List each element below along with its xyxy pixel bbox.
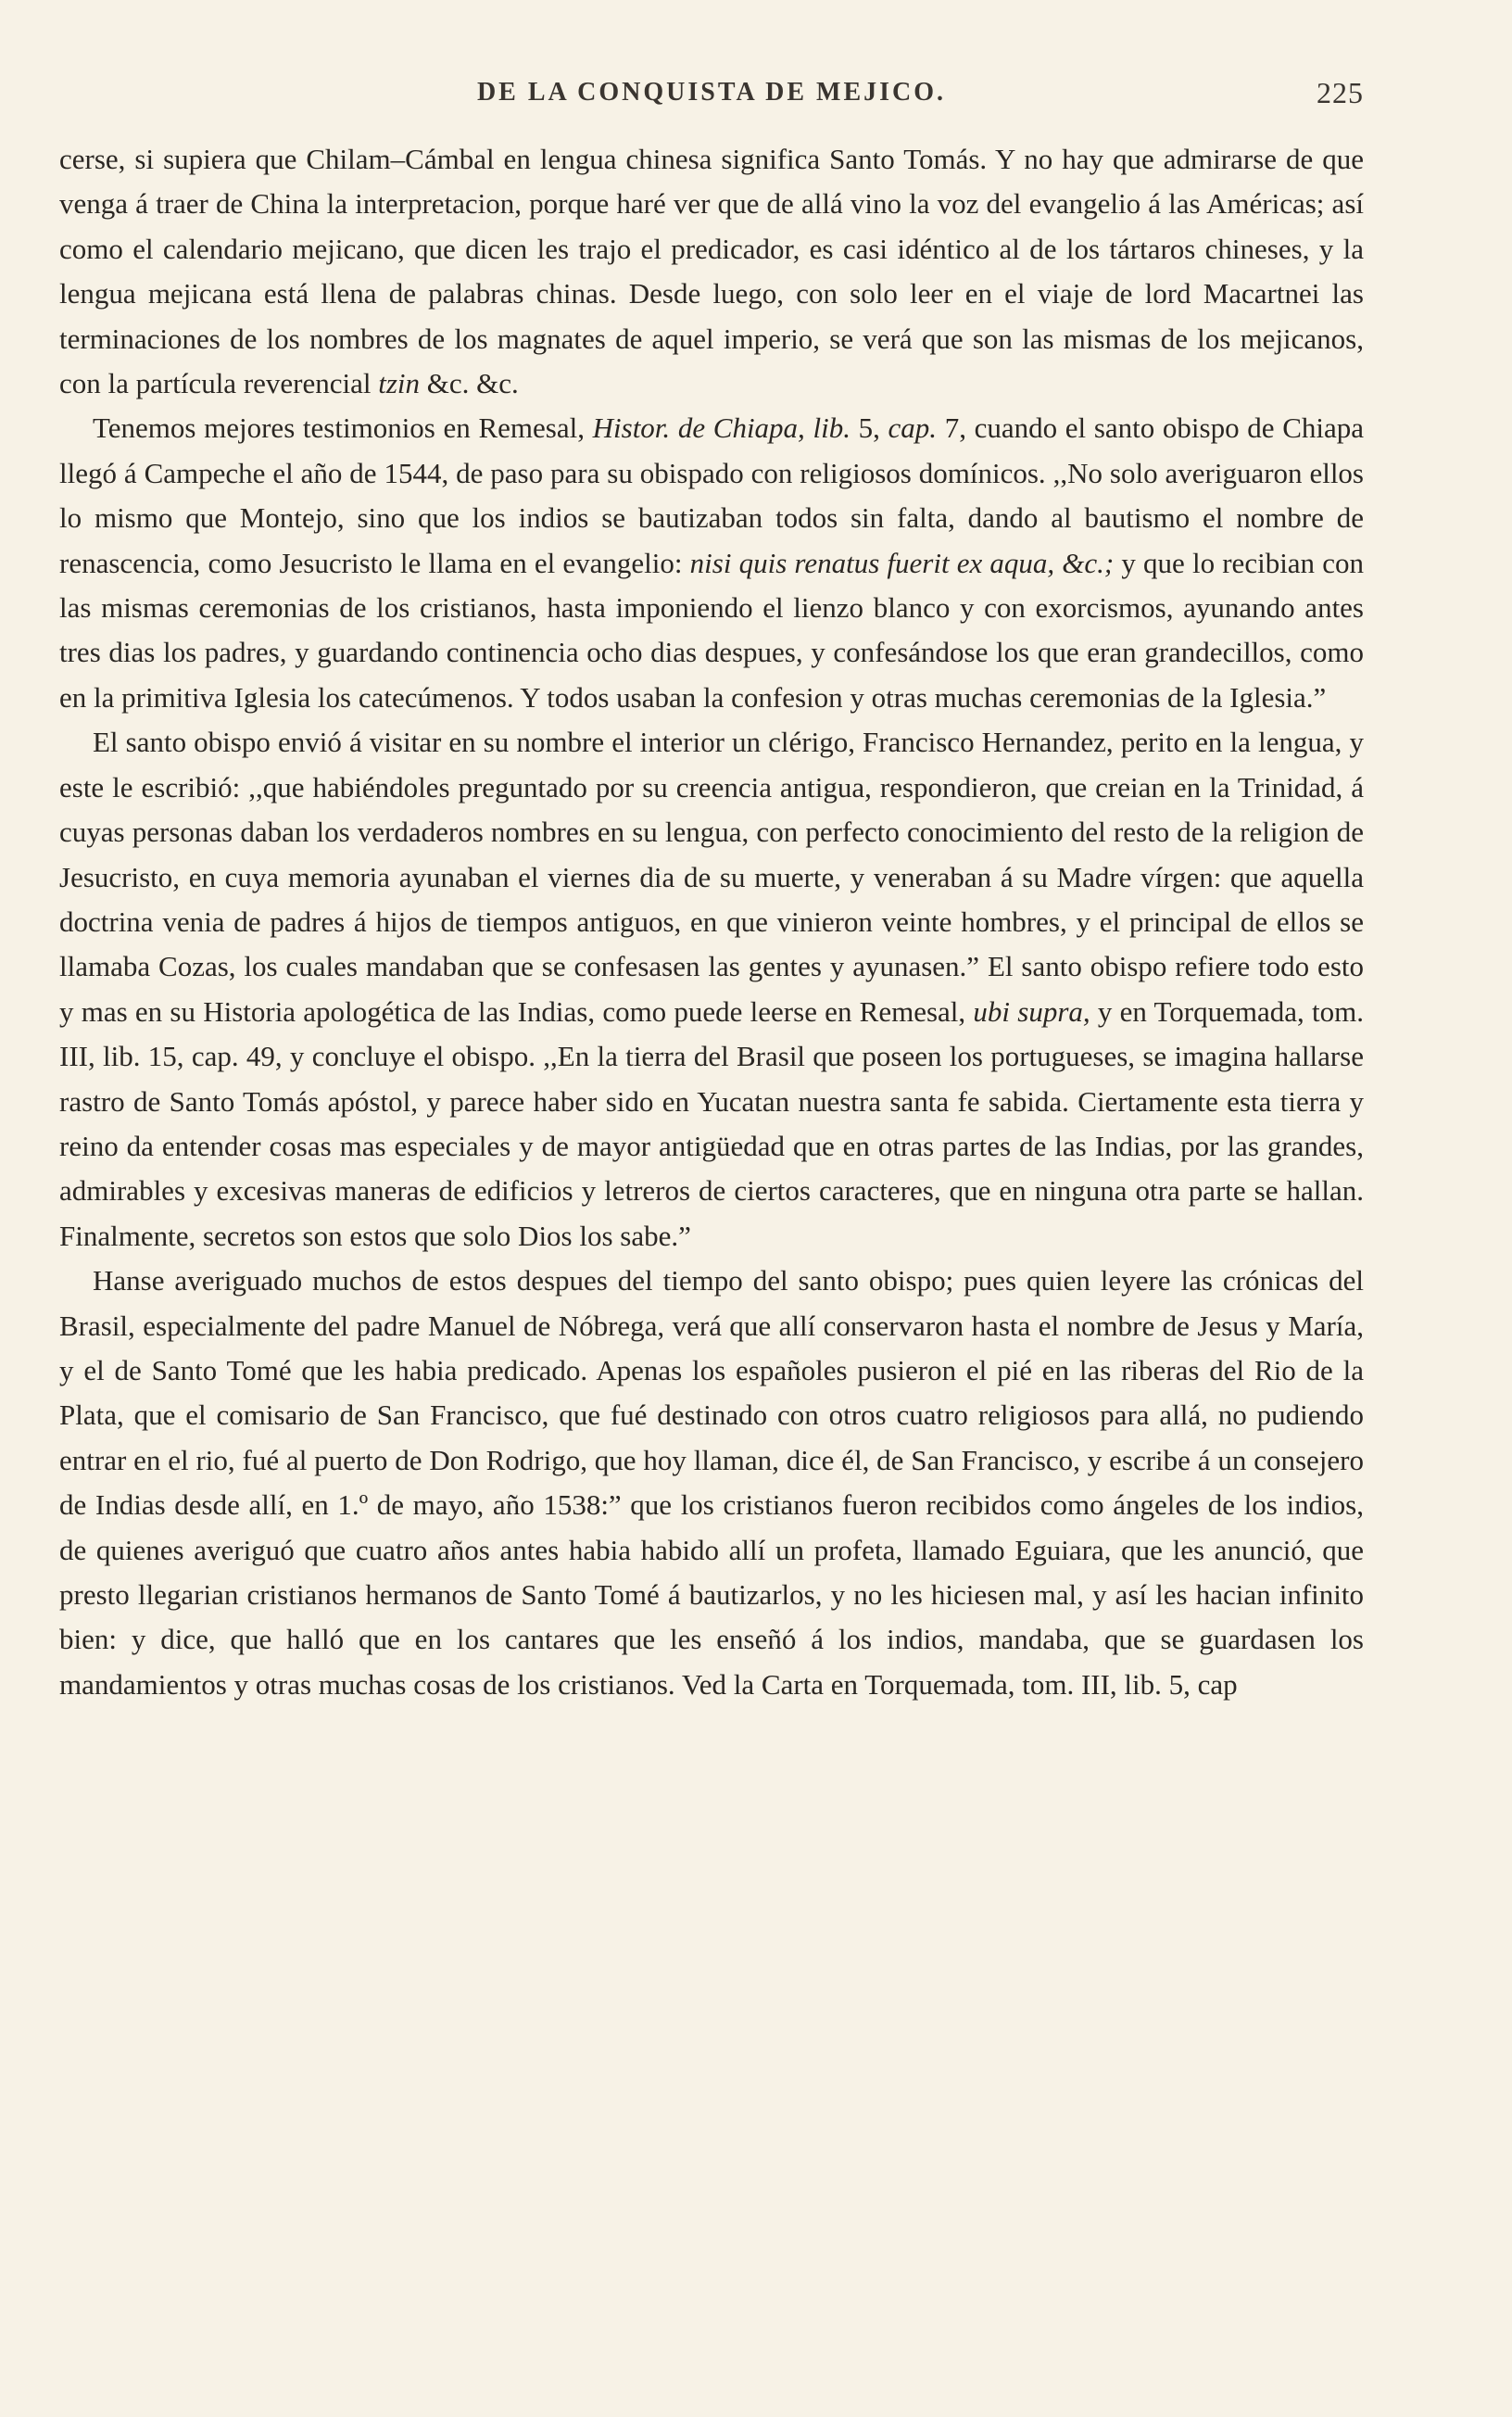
paragraph-4 bbox=[59, 1259, 1364, 1707]
text-run: Hanse averiguado muchos de estos despues del tiempo del santo obispo; pues quien leyere las crónicas del Brasil, especialmente del padre Manuel de Nóbrega, verá que allí conservaron hasta el nombre de Jesus y María, y el de Santo Tomé que les habia predicado. Apenas los españoles pusieron el pié en las riberas del Rio de la Plata, que el comisario de San Francisco, que fué destinado con otros cuatro religiosos para allá, no pudiendo entrar en el rio, fué al puerto de Don Rodrigo, que hoy llaman, dice él, de San Francisco, y escribe á un consejero de Indias desde allí, en 1.º de mayo, año 1538:” que los cristianos fueron recibidos como ángeles de los indios, de quienes averiguó que cuatro años antes habia habido allí un profeta, llamado Eguiara, que les anunció, que presto llegarian cristianos hermanos de Santo Tomé á bautizarlos, y no les hiciesen mal, y así les hacian infinito bien: y dice, que halló que en los cantares que les enseñó á los indios, mandaba, que se guardasen los mandamientos y otras muchas cosas de los cristianos. Ved la Carta en Torquemada, tom. III, lib. 5, cap bbox=[59, 1264, 1364, 1701]
text-run: Tenemos mejores testimonios en Remesal, bbox=[93, 411, 593, 445]
italic-citation: ubi supra, bbox=[973, 994, 1090, 1028]
body-text bbox=[59, 137, 1364, 1707]
paragraph-2 bbox=[59, 406, 1364, 720]
paragraph-3 bbox=[59, 720, 1364, 1259]
italic-citation: Histor. de Chiapa, lib. bbox=[592, 411, 850, 445]
text-run: y en Torquemada, tom. III, lib. 15, cap. 49, y concluye el obispo. ,,En la tierra del Brasil que poseen los portugueses, se imagina hallarse rastro de Santo Tomás apóstol, y parece haber sido en Yucatan nuestra santa fe sabida. Ciertamente esta tierra y reino da entender cosas mas especiales y de mayor antigüedad que en otras partes de las Indias, por las grandes, admirables y excesivas maneras de edificios y letreros de ciertos caracteres, que en ninguna otra parte se hallan. Finalmente, secretos son estos que solo Dios los sabe.” bbox=[59, 994, 1364, 1252]
text-run: y que lo recibian con las mismas ceremonias de los cristianos, hasta imponiendo el lienzo blanco y con exorcismos, ayunando antes tres dias los padres, y guardando continencia ocho dias despues, y confesándose los que eran grandecillos, como en la primitiva Iglesia los catecúmenos. Y todos usaban la confesion y otras muchas ceremonias de la Iglesia.” bbox=[59, 546, 1364, 714]
text-run: El santo obispo envió á visitar en su nombre el interior un clérigo, Francisco Hernandez, perito en la lengua, y este le escribió: ,,que habiéndoles preguntado por su creencia antigua, respondieron, que creian en la Trinidad, á cuyas personas daban los verdaderos nombres en su lengua, con perfecto conocimiento del resto de la religion de Jesucristo, en cuya memoria ayunaban el viernes dia de su muerte, y veneraban á su Madre vírgen: que aquella doctrina venia de padres á hijos de tiempos antiguos, en que vinieron veinte hombres, y el principal de ellos se llamaba Cozas, los cuales mandaban que se confesasen las gentes y ayunasen.” El santo obispo refiere todo esto y mas en su Historia apologética de las Indias, como puede leerse en Remesal, bbox=[59, 726, 1364, 1028]
text-run: cerse, si supiera que Chilam–Cámbal en lengua chinesa significa Santo Tomás. Y no hay que admirarse de que venga á traer de China la interpretacion, porque haré ver que de allá vino la voz del evangelio á las Américas; así como el calendario mejicano, que dicen les trajo el predicador, es casi idéntico al de los tártaros chineses, y la lengua mejicana está llena de palabras chinas. Desde luego, con solo leer en el viaje de lord Macartnei las terminaciones de los nombres de los magnates de aquel imperio, se verá que son las mismas de los mejicanos, con la partícula reverencial bbox=[59, 143, 1364, 400]
text-run: 7, cuando el santo obispo de Chiapa llegó á Campeche el año de 1544, de paso para su obispado con religiosos domínicos. ,,No solo averiguaron ellos lo mismo que Montejo, sino que los indios se bautizaban todos sin falta, dando al bautismo el nombre de renascencia, como Jesucristo le llama en el evangelio: bbox=[59, 411, 1365, 579]
paragraph-1 bbox=[59, 137, 1364, 406]
page-number: 225 bbox=[1317, 76, 1364, 109]
text-run: &c. &c. bbox=[420, 367, 519, 400]
italic-term: tzin bbox=[378, 367, 421, 400]
italic-latin-quote: nisi quis renatus fuerit ex aqua, &c.; bbox=[689, 546, 1115, 579]
italic-citation: cap. bbox=[888, 411, 938, 445]
running-title: DE LA CONQUISTA DE MEJICO. bbox=[476, 78, 947, 107]
running-head bbox=[59, 78, 1364, 122]
book-page bbox=[59, 78, 1364, 2376]
text-run: 5, bbox=[850, 411, 888, 445]
